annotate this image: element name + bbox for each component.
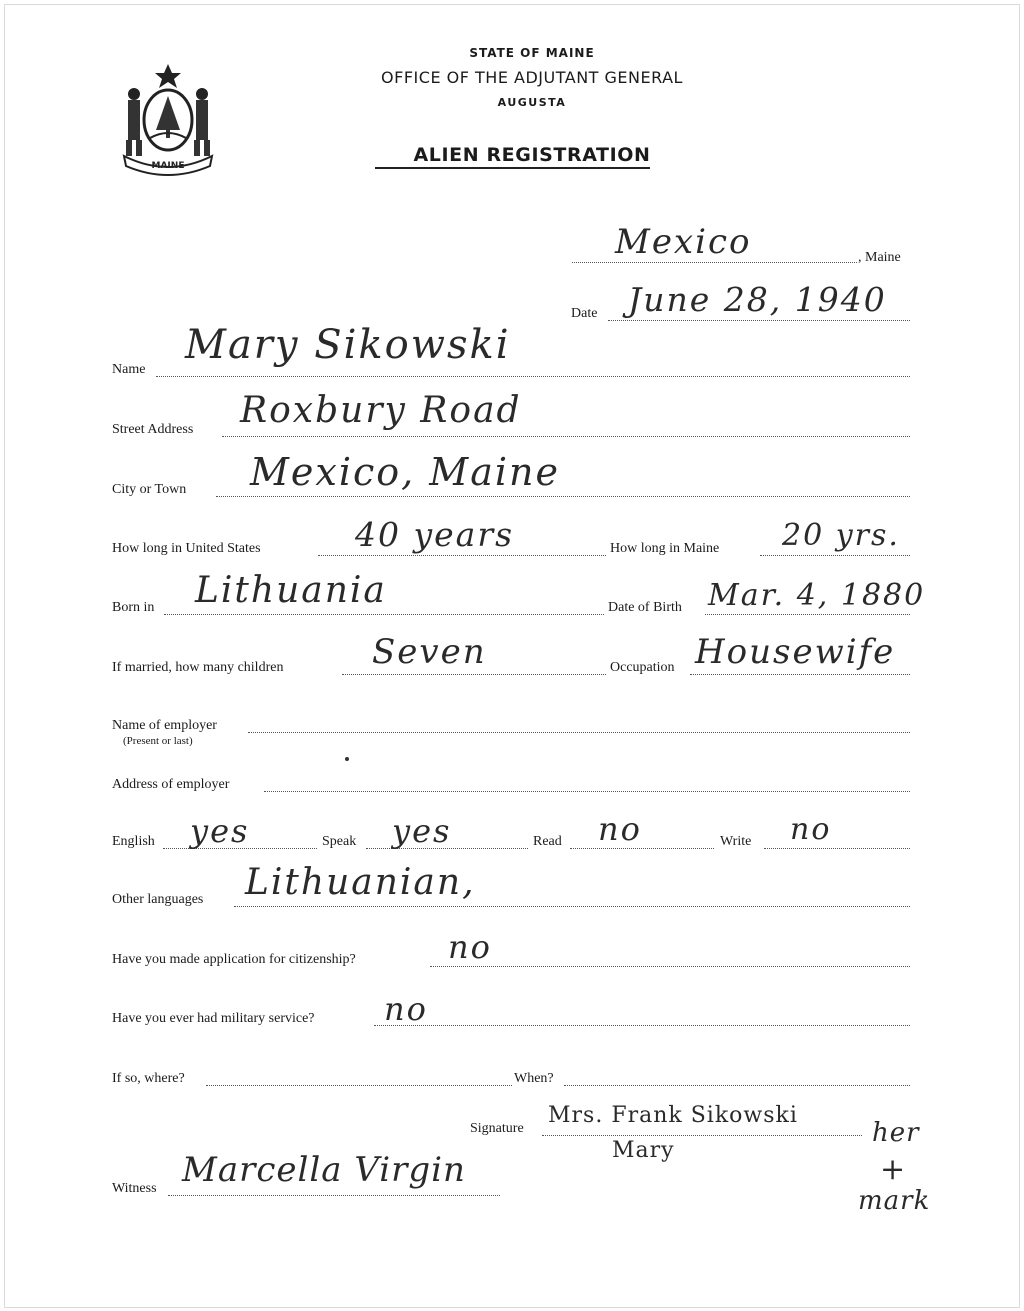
when-label: When? (514, 1071, 554, 1086)
years-us-value: 40 years (355, 515, 515, 554)
her-text: her (872, 1118, 920, 1148)
where-line (206, 1085, 512, 1086)
witness-label: Witness (112, 1181, 157, 1196)
write-value: no (790, 812, 832, 847)
us-label: How long in United States (112, 541, 261, 556)
signature-line (542, 1135, 862, 1136)
read-value: no (598, 810, 642, 848)
x-mark: + (880, 1152, 908, 1187)
other-lang-value: Lithuanian, (245, 862, 476, 903)
other-lang-label: Other languages (112, 892, 204, 907)
city-line (216, 496, 910, 497)
state-heading: STATE OF MAINE (469, 46, 595, 60)
military-label: Have you ever had military service? (112, 1011, 315, 1026)
name-label: Name (112, 362, 146, 377)
dob-line (705, 614, 910, 615)
name-value: Mary Sikowski (185, 322, 511, 368)
dob-label: Date of Birth (608, 600, 682, 615)
date-line (608, 320, 910, 321)
english-label: English (112, 834, 155, 849)
date-label: Date (571, 306, 598, 321)
where-label: If so, where? (112, 1071, 185, 1086)
employer-address-label: Address of employer (112, 777, 230, 792)
speak-label: Speak (322, 834, 357, 849)
witness-line (168, 1195, 500, 1196)
english-value: yes (190, 812, 250, 850)
maine-label: How long in Maine (610, 541, 720, 556)
children-label: If married, how many children (112, 660, 284, 675)
write-label: Write (720, 834, 752, 849)
children-value: Seven (372, 632, 487, 672)
military-value: no (384, 990, 428, 1028)
other-lang-line (234, 906, 910, 907)
citizenship-label: Have you made application for citizenship? (112, 952, 356, 967)
born-value: Lithuania (195, 570, 387, 611)
born-label: Born in (112, 600, 155, 615)
military-line (374, 1025, 910, 1026)
born-line (164, 614, 604, 615)
years-maine-value: 20 yrs. (782, 518, 900, 553)
signature-value-line1: Mrs. Frank Sikowski (548, 1103, 798, 1128)
city-heading: AUGUSTA (497, 96, 567, 109)
signature-label: Signature (470, 1121, 524, 1136)
town-line (572, 262, 857, 263)
read-line (570, 848, 714, 849)
town-suffix: , Maine (858, 250, 901, 265)
town-value: Mexico (615, 222, 752, 262)
speak-value: yes (392, 812, 452, 850)
witness-value: Marcella Virgin (182, 1150, 466, 1190)
occupation-value: Housewife (695, 632, 896, 672)
employer-line (248, 732, 910, 733)
title-underline (375, 167, 650, 169)
when-line (564, 1085, 910, 1086)
office-heading: OFFICE OF THE ADJUTANT GENERAL (381, 68, 683, 87)
city-label: City or Town (112, 482, 187, 497)
seal-motto: MAINE (151, 161, 185, 171)
occupation-label: Occupation (610, 660, 675, 675)
city-value: Mexico, Maine (250, 450, 560, 494)
employer-sub-label: (Present or last) (123, 735, 193, 747)
occupation-line (690, 674, 910, 675)
employer-address-line (264, 791, 910, 792)
street-label: Street Address (112, 422, 194, 437)
dob-value: Mar. 4, 1880 (708, 578, 926, 613)
write-line (764, 848, 910, 849)
street-value: Roxbury Road (240, 390, 522, 431)
employer-label: Name of employer (112, 718, 217, 733)
form-title: ALIEN REGISTRATION (413, 144, 651, 166)
maine-line (760, 555, 910, 556)
children-line (342, 674, 606, 675)
name-line (156, 376, 910, 377)
street-line (222, 436, 910, 437)
mark-text: mark (858, 1186, 931, 1216)
read-label: Read (533, 834, 562, 849)
citizenship-value: no (448, 928, 492, 966)
ink-speck (345, 757, 349, 761)
citizenship-line (430, 966, 910, 967)
date-value: June 28, 1940 (628, 280, 887, 319)
us-line (318, 555, 606, 556)
signature-value-line2: Mary (612, 1138, 675, 1163)
